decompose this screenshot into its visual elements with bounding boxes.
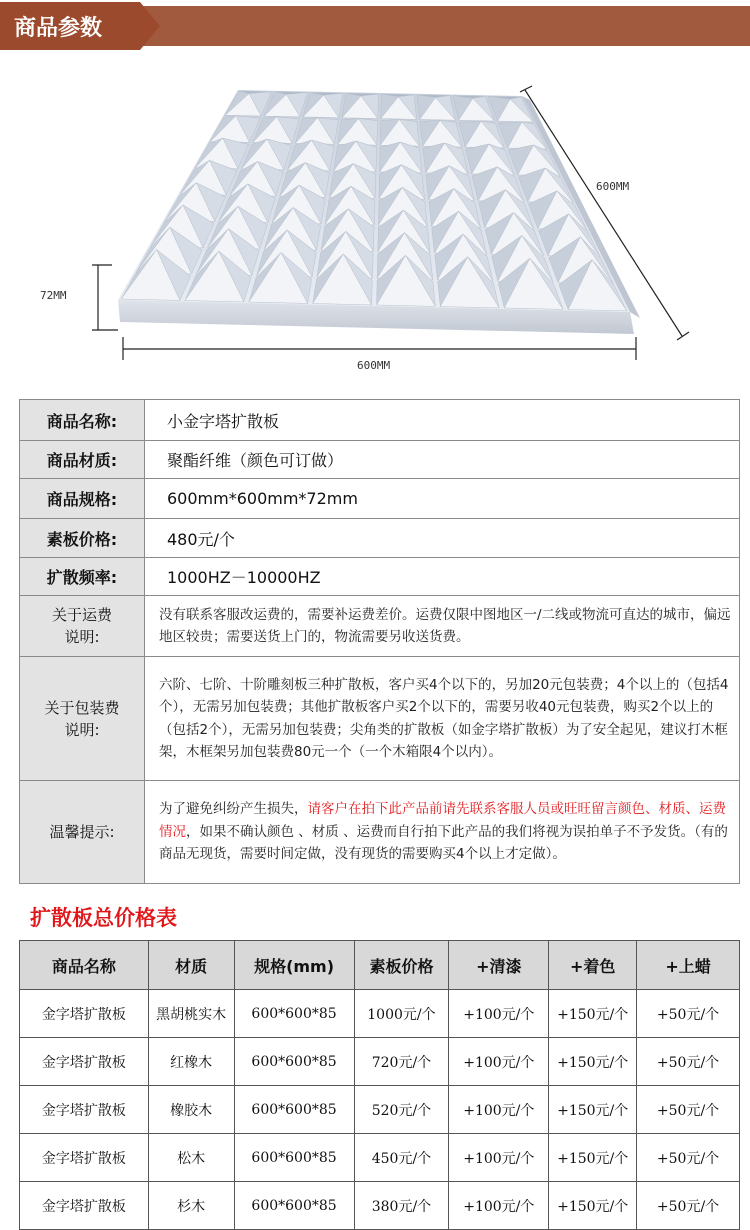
notice-text-highlight: 请客户在拍下此产品前请先联系客服人员或旺旺留言颜色、材质、运费情况 <box>159 801 726 840</box>
price-cell-coloring: +150元/个 <box>549 990 637 1038</box>
price-cell-varnish: +100元/个 <box>449 1038 549 1086</box>
price-cell-base-price: 520元/个 <box>354 1086 449 1134</box>
table-row <box>20 1182 740 1230</box>
pyramid <box>338 119 378 146</box>
spec-shipping-label-line1: 关于运费 <box>51 606 112 624</box>
spec-shipping-text: 没有联系客服改运费的，需要补运费差价。运费仅限中图地区一/二线或物流可直达的城市，偏远地区较贵；需要送货上门的，物流需要另收送货费。 <box>145 596 740 657</box>
banner-title: 商品参数 <box>14 16 103 41</box>
table-row <box>20 1086 740 1134</box>
spec-packing-text: 六阶、七阶、十阶雕刻板三种扩散板，客户买4个以下的，另加20元包装费；4个以上的（包括4个），无需另加包装费；其他扩散板客户买2个以下的，需要另收40元包装费，购买2个以上的（包括2个），无需另加包装费；尖角类的扩散板（如金字塔扩散板）为了安全起见，建议打木框架，木框架另加包装费80元一个（一个木箱限4个以内）。 <box>145 657 740 781</box>
price-cell-wax: +50元/个 <box>637 1086 740 1134</box>
product-photo <box>0 52 750 382</box>
spec-packing-label <box>20 657 145 781</box>
price-cell-name: 金字塔扩散板 <box>20 990 149 1038</box>
price-header-coloring: +着色 <box>549 941 637 990</box>
spec-size-value: 600mm*600mm*72mm <box>145 479 740 519</box>
spec-row-price <box>20 519 740 558</box>
price-cell-coloring: +150元/个 <box>549 1182 637 1230</box>
price-cell-wax: +50元/个 <box>637 1134 740 1182</box>
price-cell-wax: +50元/个 <box>637 990 740 1038</box>
section-banner <box>0 0 750 52</box>
price-cell-size: 600*600*85 <box>234 990 354 1038</box>
spec-price-value: 480元/个 <box>145 519 740 558</box>
pyramid <box>381 94 417 119</box>
price-cell-size: 600*600*85 <box>234 1038 354 1086</box>
spec-notice-label: 温馨提示: <box>20 781 145 884</box>
price-cell-name: 金字塔扩散板 <box>20 1086 149 1134</box>
price-cell-material: 橡胶木 <box>148 1086 234 1134</box>
spec-row-size <box>20 479 740 519</box>
price-cell-name: 金字塔扩散板 <box>20 1134 149 1182</box>
price-cell-material: 红橡木 <box>148 1038 234 1086</box>
pyramid <box>417 95 456 120</box>
spec-frequency-value: 1000HZ－10000HZ <box>145 558 740 596</box>
dim-height-label: 72MM <box>40 289 67 302</box>
price-cell-base-price: 1000元/个 <box>354 990 449 1038</box>
price-header-material: 材质 <box>148 941 234 990</box>
price-cell-varnish: +100元/个 <box>449 990 549 1038</box>
price-header-row <box>20 941 740 990</box>
spec-table <box>19 399 740 884</box>
spec-packing-label-line1: 关于包装费 <box>44 698 120 717</box>
price-header-size: 规格(mm) <box>234 941 354 990</box>
price-cell-size: 600*600*85 <box>234 1182 354 1230</box>
pyramid <box>420 120 462 147</box>
price-header-varnish: +清漆 <box>449 941 549 990</box>
price-cell-wax: +50元/个 <box>637 1038 740 1086</box>
spec-packing-label-line2: 说明: <box>64 720 100 739</box>
spec-name-label: 商品名称: <box>20 400 145 441</box>
price-header-wax: +上蜡 <box>637 941 740 990</box>
spec-shipping-label <box>20 596 145 657</box>
spec-price-label: 素板价格: <box>20 519 145 558</box>
spec-row-material <box>20 441 740 479</box>
spec-notice-text <box>145 781 740 884</box>
price-cell-base-price: 380元/个 <box>354 1182 449 1230</box>
price-header-name: 商品名称 <box>20 941 149 990</box>
price-cell-material: 松木 <box>148 1134 234 1182</box>
price-cell-size: 600*600*85 <box>234 1134 354 1182</box>
spec-row-shipping <box>20 596 740 657</box>
table-row <box>20 1038 740 1086</box>
price-cell-name: 金字塔扩散板 <box>20 1182 149 1230</box>
price-cell-coloring: +150元/个 <box>549 1038 637 1086</box>
price-cell-coloring: +150元/个 <box>549 1086 637 1134</box>
price-table <box>19 940 740 1230</box>
notice-text-part1: 为了避免纠纷产生损失， <box>159 801 308 818</box>
spec-frequency-label: 扩散频率: <box>20 558 145 596</box>
pyramid <box>295 118 338 145</box>
spec-row-notice <box>20 781 740 884</box>
price-cell-size: 600*600*85 <box>234 1086 354 1134</box>
spec-row-packing <box>20 657 740 781</box>
price-cell-varnish: +100元/个 <box>449 1086 549 1134</box>
dim-width-label: 600MM <box>357 359 391 372</box>
price-cell-varnish: +100元/个 <box>449 1134 549 1182</box>
spec-material-label: 商品材质: <box>20 441 145 479</box>
price-cell-name: 金字塔扩散板 <box>20 1038 149 1086</box>
dim-depth-label: 600MM <box>596 180 630 193</box>
price-cell-material: 杉木 <box>148 1182 234 1230</box>
spec-row-frequency <box>20 558 740 596</box>
spec-row-name <box>20 400 740 441</box>
price-cell-wax: +50元/个 <box>637 1182 740 1230</box>
pyramid <box>342 93 379 118</box>
price-cell-base-price: 450元/个 <box>354 1134 449 1182</box>
table-row <box>20 1134 740 1182</box>
price-cell-varnish: +100元/个 <box>449 1182 549 1230</box>
spec-shipping-label-line2: 说明: <box>64 628 100 646</box>
pyramid <box>303 93 343 118</box>
price-table-title: 扩散板总价格表 <box>30 906 177 930</box>
notice-text-part2: ，如果不确认颜色 、材质 、运费而自行拍下此产品的我们将视为误拍单子不予发货。（有的商品无现货，需要时间定做，没有现货的需要购买4个以上才定做）。 <box>159 823 728 863</box>
spec-material-value: 聚酯纤维（颜色可订做） <box>145 441 740 479</box>
table-row <box>20 990 740 1038</box>
price-cell-coloring: +150元/个 <box>549 1134 637 1182</box>
price-cell-base-price: 720元/个 <box>354 1038 449 1086</box>
price-header-base-price: 素板价格 <box>354 941 449 990</box>
price-cell-material: 黑胡桃实木 <box>148 990 234 1038</box>
spec-size-label: 商品规格: <box>20 479 145 519</box>
spec-name-value: 小金字塔扩散板 <box>145 400 740 441</box>
